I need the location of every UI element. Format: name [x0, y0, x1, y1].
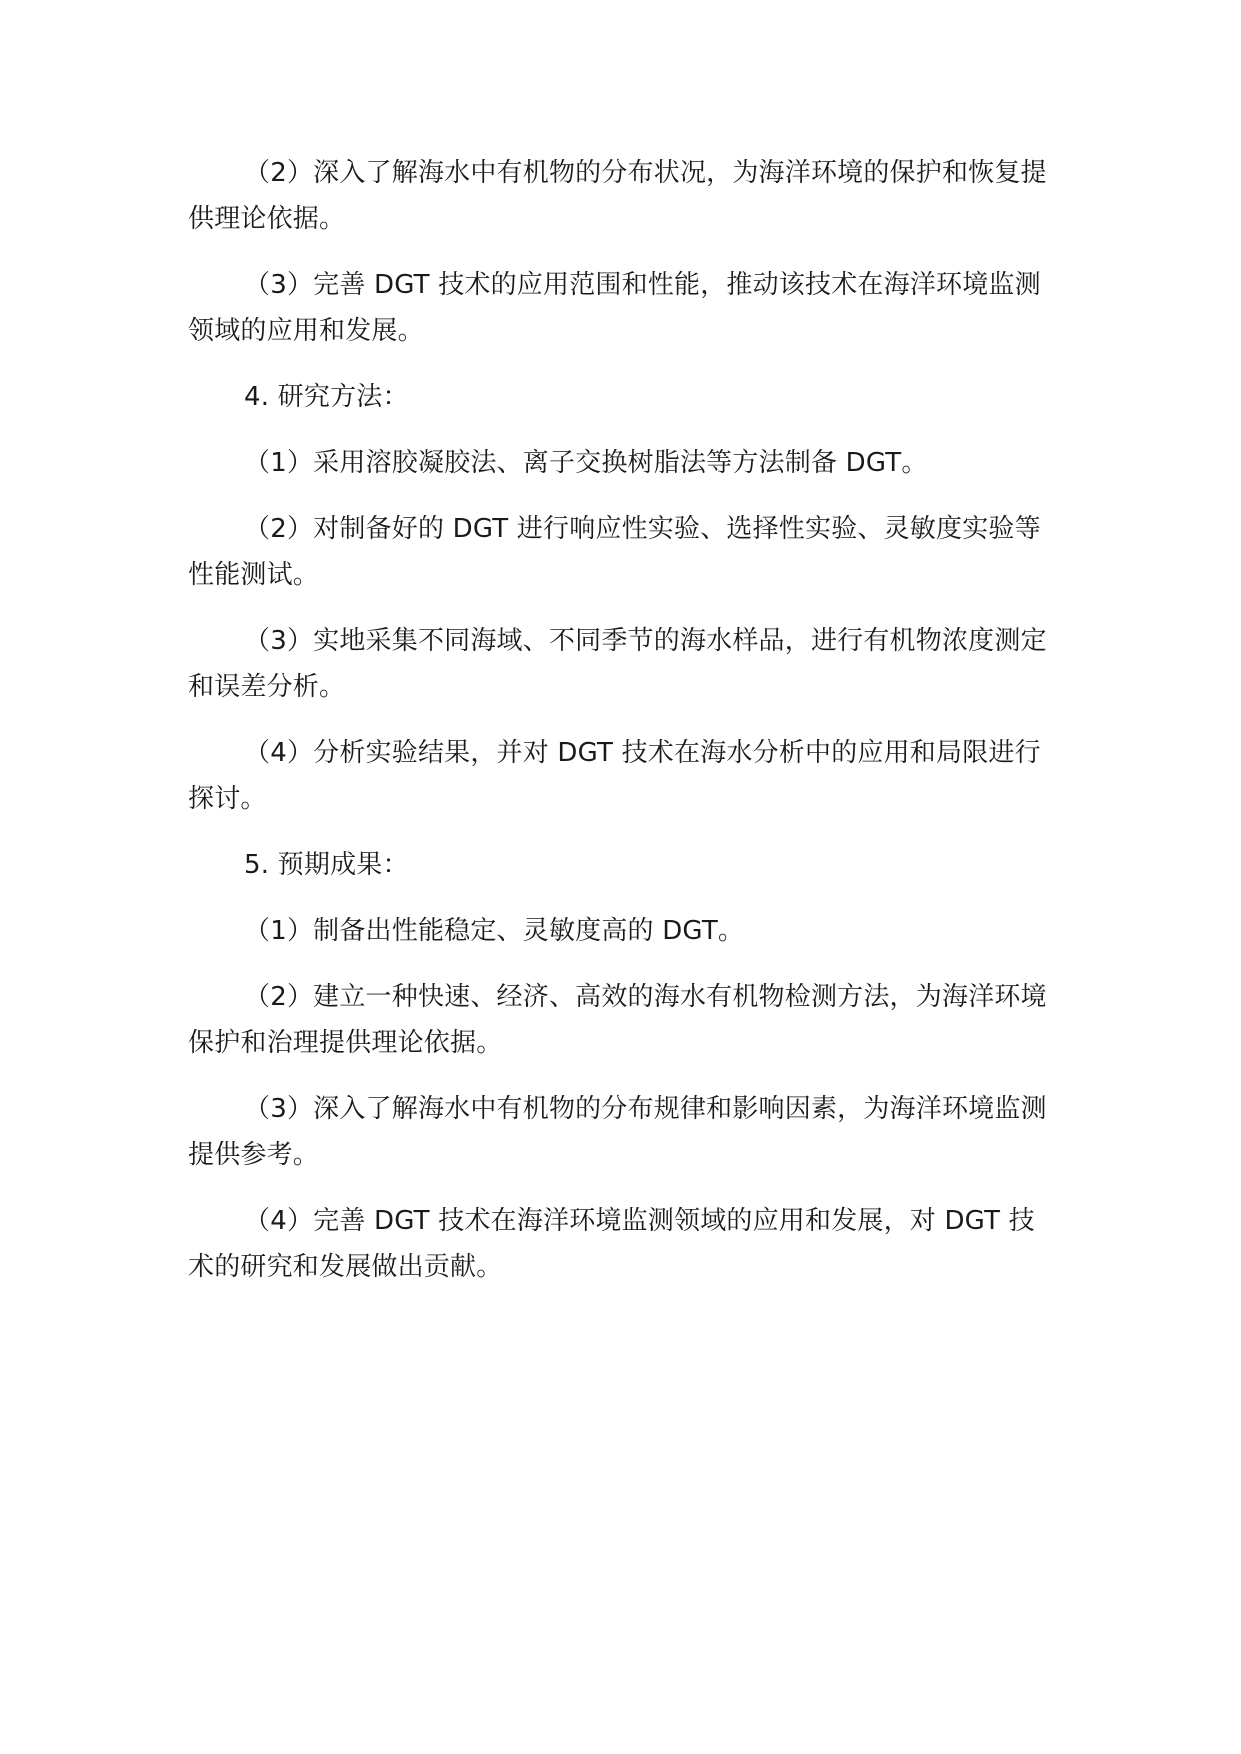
paragraph-result-3: （3）深入了解海水中有机物的分布规律和影响因素，为海洋环境监测提供参考。 [188, 1094, 1047, 1170]
paragraph-method-4: （4）分析实验结果，并对 DGT 技术在海水分析中的应用和局限进行探讨。 [188, 738, 1041, 814]
paragraph-objective-2: （2）深入了解海水中有机物的分布状况，为海洋环境的保护和恢复提供理论依据。 [188, 158, 1047, 234]
section-heading-expected-results: 5. 预期成果： [244, 850, 409, 880]
paragraph-result-1: （1）制备出性能稳定、灵敏度高的 DGT。 [244, 916, 745, 946]
document-body [188, 150, 1054, 1310]
paragraph-method-2: （2）对制备好的 DGT 进行响应性实验、选择性实验、灵敏度实验等性能测试。 [188, 514, 1041, 590]
paragraph-objective-3: （3）完善 DGT 技术的应用范围和性能，推动该技术在海洋环境监测领域的应用和发展。 [188, 270, 1041, 346]
paragraph-result-4: （4）完善 DGT 技术在海洋环境监测领域的应用和发展，对 DGT 技术的研究和发展做出贡献。 [188, 1206, 1035, 1282]
section-heading-methods: 4. 研究方法： [244, 382, 409, 412]
paragraph-method-3: （3）实地采集不同海域、不同季节的海水样品，进行有机物浓度测定和误差分析。 [188, 626, 1047, 702]
paragraph-method-1: （1）采用溶胶凝胶法、离子交换树脂法等方法制备 DGT。 [244, 448, 928, 478]
paragraph-result-2: （2）建立一种快速、经济、高效的海水有机物检测方法，为海洋环境保护和治理提供理论依据。 [188, 982, 1047, 1058]
